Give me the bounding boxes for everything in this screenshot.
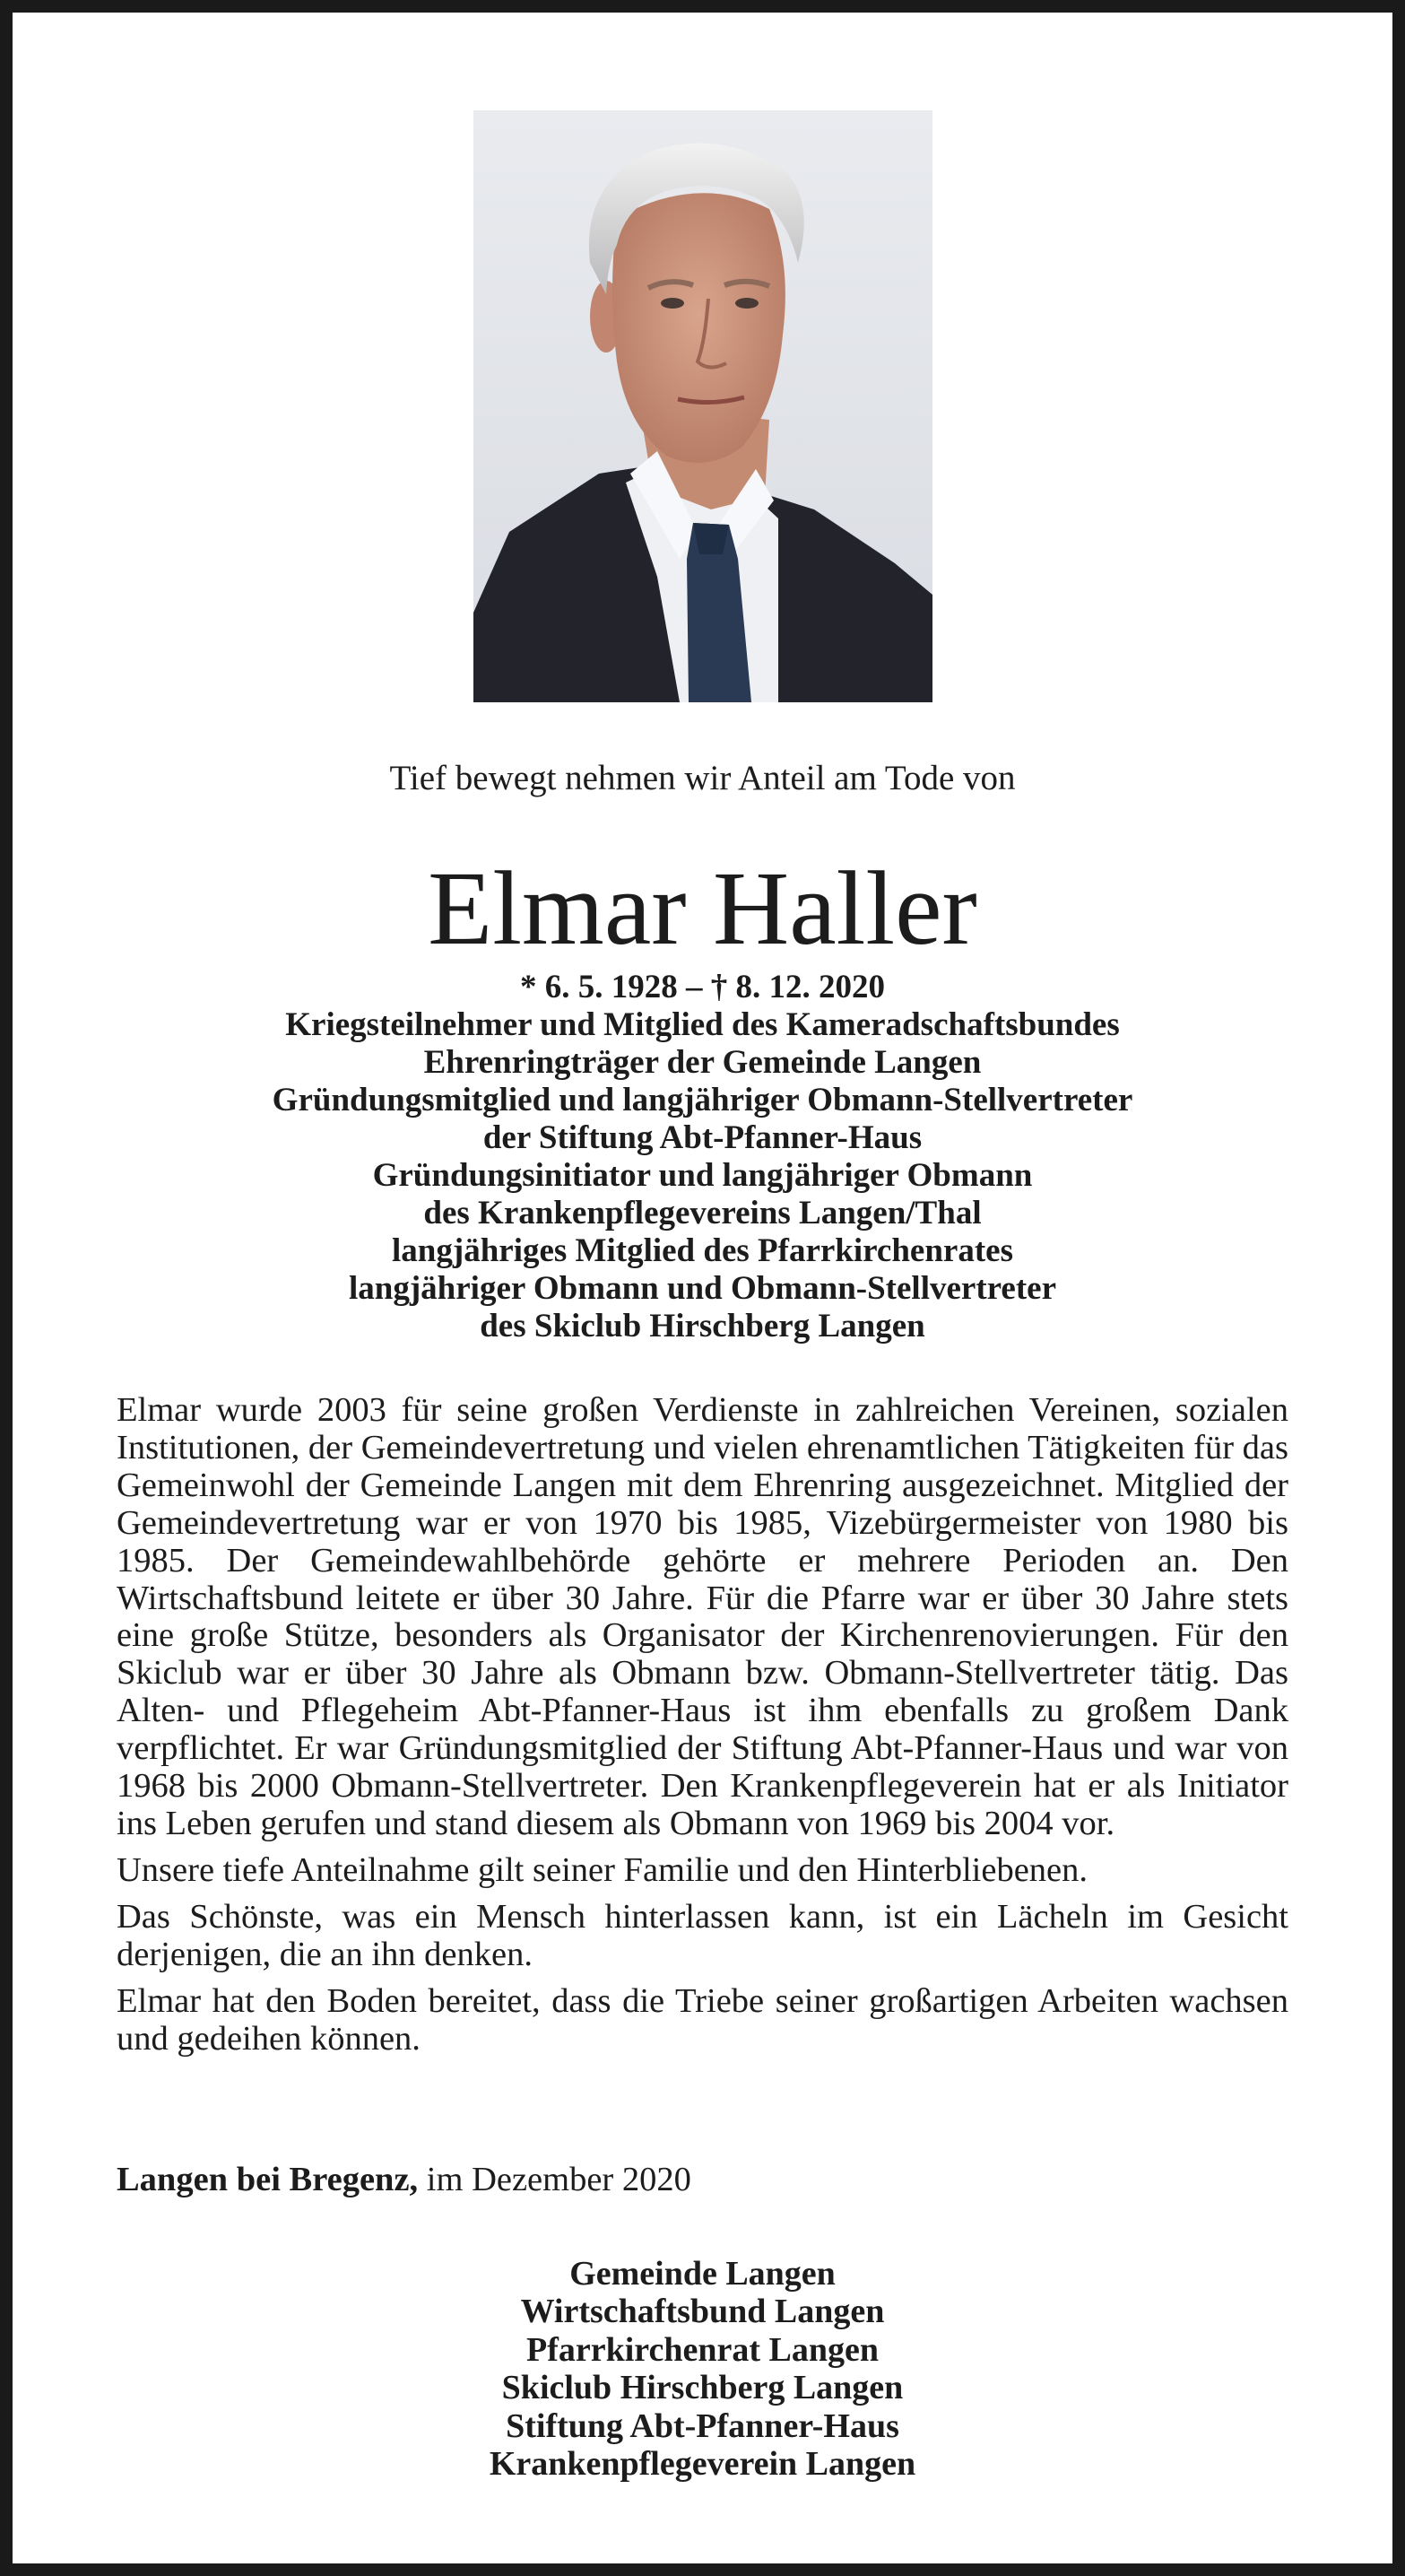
signer: Gemeinde Langen: [569, 2255, 836, 2293]
intro-line: Tief bewegt nehmen wir Anteil am Tode von: [389, 759, 1016, 797]
signers-block: [0, 2255, 1405, 2483]
honor-line: Ehrenringträger der Gemeinde Langen: [423, 1044, 982, 1081]
obituary-text: [117, 1392, 1288, 2067]
paragraph-biography: Elmar wurde 2003 für seine großen Verdienste in zahlreichen Vereinen, sozialen Institutionen, der Gemeindevertretung und vielen ehrenamtlichen Tätigkeiten für das Gemeinwohl der Gemeinde Langen mit dem Ehrenring ausgezeichnet. Mitglied der Gemeindevertretung war er von 1970 bis 1985, Vizebürgermeister von 1980 bis 1985. Der Gemeindewahlbehörde gehörte er mehrere Perioden an. Den Wirtschaftsbund leitete er über 30 Jahre. Für die Pfarre war er über 30 Jahre stets eine große Stütze, besonders als Organisator der Kirchenrenovierungen. Für den Skiclub war er über 30 Jahre als Obmann bzw. Obmann-Stellvertreter tätig. Das Alten- und Pflegeheim Abt-Pfanner-Haus ist ihm ebenfalls zu großem Dank verpflichtet. Er war Gründungsmitglied der Stiftung Abt-Pfanner-Haus und war von 1968 bis 2000 Obmann-Stellvertreter. Den Krankenpflegeverein hat er als Initiator ins Leben gerufen und stand diesem als Obmann von 1969 bis 2004 vor.: [117, 1391, 1288, 1842]
honor-line: der Stiftung Abt-Pfanner-Haus: [482, 1119, 923, 1156]
signer: Pfarrkirchenrat Langen: [526, 2330, 879, 2369]
honor-line: langjähriger Obmann und Obmann-Stellvertreter: [349, 1270, 1056, 1307]
deceased-name: Elmar Haller: [428, 849, 977, 967]
paragraph-condolence: Unsere tiefe Anteilnahme gilt seiner Familie und den Hinterbliebenen.: [117, 1850, 1088, 1889]
portrait-photo: [473, 110, 932, 702]
honor-line: Gründungsmitglied und langjähriger Obmann-Stellvertreter: [272, 1082, 1133, 1118]
paragraph-quote: Das Schönste, was ein Mensch hinterlassen kann, ist ein Lächeln im Gesicht derjenigen, die an ihn denken.: [117, 1897, 1288, 1973]
date-text: im Dezember 2020: [418, 2161, 691, 2198]
signer: Wirtschaftsbund Langen: [520, 2293, 885, 2331]
honor-line: des Krankenpflegevereins Langen/Thal: [423, 1195, 982, 1231]
paragraph-legacy: Elmar hat den Boden bereitet, dass die Triebe seiner großartigen Arbeiten wachsen und gedeihen können.: [117, 1981, 1288, 2058]
honor-line: des Skiclub Hirschberg Langen: [480, 1308, 925, 1345]
place-date-line: [117, 2160, 691, 2199]
honor-line: Kriegsteilnehmer und Mitglied des Kameradschaftsbundes: [285, 1006, 1120, 1043]
honors-block: [0, 969, 1405, 1345]
place-name: Langen bei Bregenz,: [117, 2161, 419, 2198]
life-dates: * 6. 5. 1928 – † 8. 12. 2020: [520, 969, 885, 1005]
signer: Skiclub Hirschberg Langen: [501, 2369, 904, 2407]
honor-line: Gründungsinitiator und langjähriger Obmann: [372, 1157, 1033, 1194]
honor-line: langjähriges Mitglied des Pfarrkirchenrates: [392, 1232, 1013, 1269]
signer: Stiftung Abt-Pfanner-Haus: [506, 2406, 899, 2445]
signer: Krankenpflegeverein Langen: [489, 2445, 916, 2484]
